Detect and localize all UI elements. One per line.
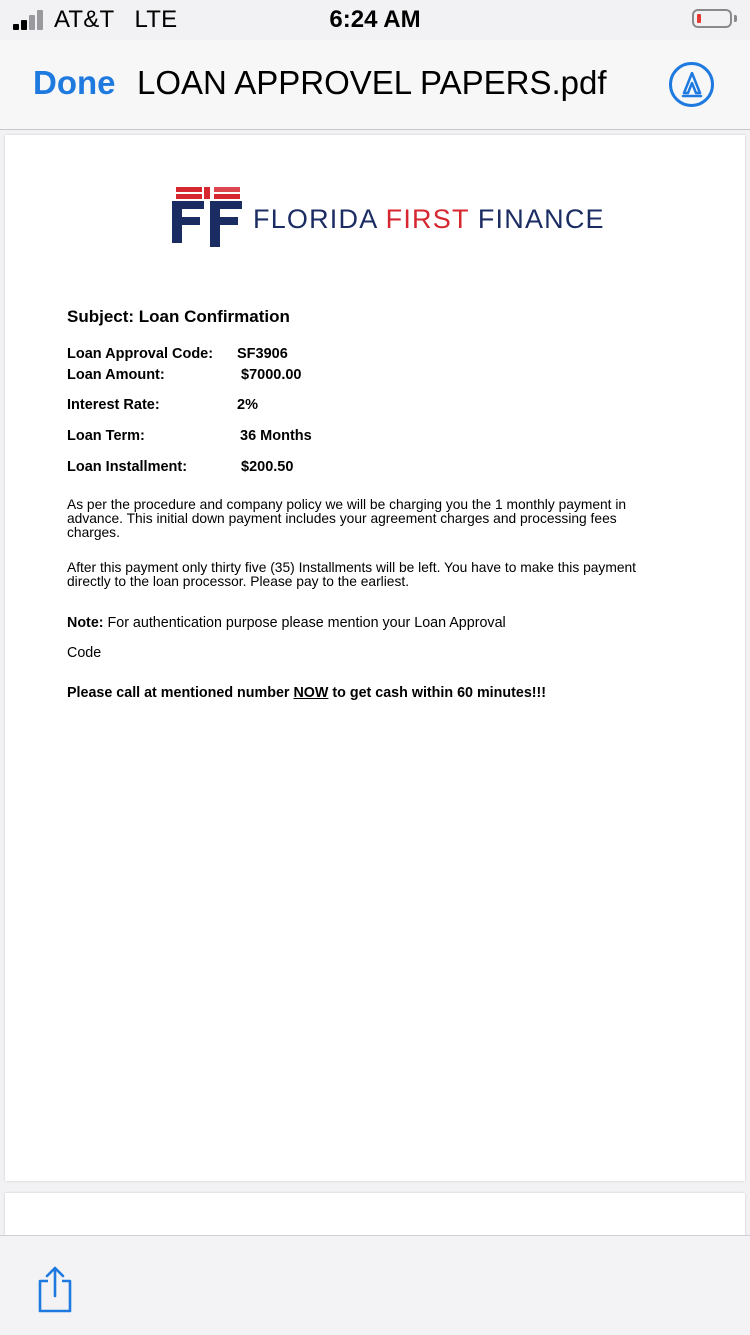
- cta-text: Please call at mentioned number: [67, 685, 294, 701]
- pdf-page: [5, 135, 745, 1181]
- field-value: 2%: [237, 397, 258, 413]
- cta-emphasis: NOW: [293, 685, 329, 701]
- markup-button[interactable]: [669, 62, 714, 107]
- status-bar: [0, 0, 750, 40]
- field-value: SF3906: [237, 346, 288, 362]
- florida-first-finance-logo: [170, 185, 245, 249]
- field-label: Loan Amount:: [67, 367, 165, 383]
- note-line: [67, 615, 707, 631]
- field-label: Loan Term:: [67, 428, 145, 444]
- paragraph-line: As per the procedure and company policy we will be charging you the 1 monthly payment in: [67, 497, 627, 512]
- battery-tip: [734, 15, 737, 22]
- bottom-toolbar: [0, 1235, 750, 1335]
- field-label: Interest Rate:: [67, 397, 160, 413]
- share-button[interactable]: [34, 1265, 76, 1315]
- field-label: Loan Approval Code:: [67, 346, 214, 362]
- note-line-continued: Code: [67, 645, 102, 661]
- subject-line: Subject: Loan Confirmation: [67, 307, 290, 326]
- policy-paragraph: [67, 498, 707, 540]
- document-title: LOAN APPROVEL PAPERS.pdf: [137, 64, 607, 101]
- field-value: $7000.00: [241, 367, 302, 383]
- navigation-bar: [0, 40, 750, 130]
- installments-paragraph: [67, 561, 707, 589]
- note-label: Note:: [67, 615, 104, 631]
- markup-pen-icon: [680, 72, 704, 98]
- paragraph-line: After this payment only thirty five (35) Installments will be left. You have to make this payment: [67, 560, 637, 575]
- company-name: [253, 204, 605, 235]
- company-name-part1: FLORIDA: [253, 204, 386, 234]
- cta-text-end: to get cash within 60 minutes!!!: [328, 685, 547, 701]
- battery-icon: [692, 9, 732, 28]
- carrier-label: AT&T LTE: [54, 6, 178, 33]
- call-to-action: [67, 685, 707, 701]
- field-value: $200.50: [241, 459, 294, 475]
- company-name-part2: FIRST: [385, 204, 470, 234]
- clock: 6:24 AM: [329, 6, 421, 33]
- done-button[interactable]: Done: [33, 64, 116, 101]
- note-text: For authentication purpose please mention your Loan Approval: [103, 615, 506, 631]
- share-icon: [34, 1265, 76, 1315]
- paragraph-line: charges.: [67, 525, 120, 540]
- field-label: Loan Installment:: [67, 459, 188, 475]
- paragraph-line: directly to the loan processor. Please pay to the earliest.: [67, 574, 410, 589]
- field-value: 36 Months: [240, 428, 312, 444]
- company-name-part3: FINANCE: [469, 204, 605, 234]
- paragraph-line: advance. This initial down payment includes your agreement charges and processing fees: [67, 511, 617, 526]
